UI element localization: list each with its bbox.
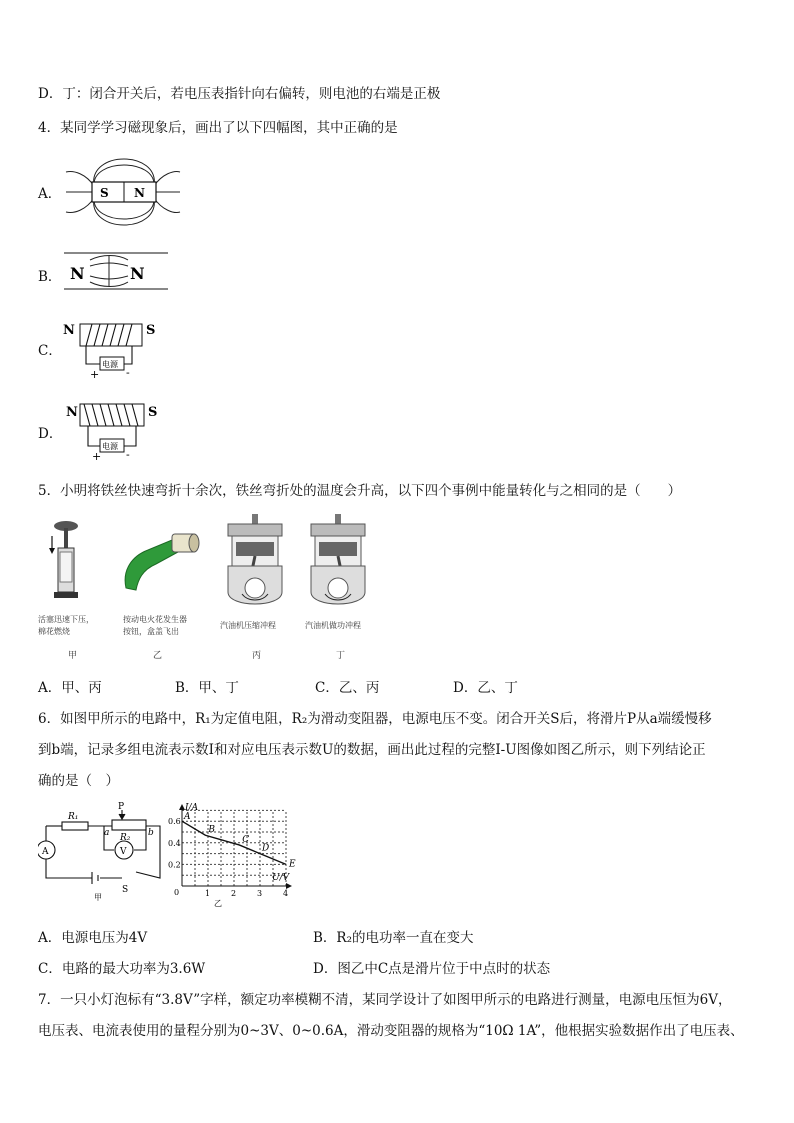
magnet-n-pole: N [134,186,145,200]
point-label-a: A [184,812,191,823]
origin-label: 0 [174,888,180,897]
ammeter-label: A [42,847,49,857]
y-tick-0.2: 0.2 [168,860,181,870]
spark-generator-figure [118,530,202,596]
q7-line-2: 电压表、电流表使用的量程分别为0~3V、0~0.6A，滑动变阻器的规格为“10Ω 1A”，他根据实验数据作出了电压表、 [38,1023,744,1039]
q6-line-1: 6．如图甲所示的电路中，R₁为定值电阻，R₂为滑动变阻器，电源电压不变。闭合开关S后，将滑片P从a端缓慢移 [38,711,712,727]
solenoid-d-figure [62,398,168,462]
fig-jia-label: 甲 [68,651,78,661]
fig-yi-caption-1: 按动电火花发生器 [123,615,187,624]
solenoid-d-s: S [148,405,158,420]
x-axis-label: U/V [272,873,290,883]
graph-yi-label: 乙 [214,899,222,908]
q4-option-a-label: A． [38,186,62,202]
magnet-b-right-n: N [130,264,145,283]
q6-option-b: B．R₂的电功率一直在变大 [313,930,474,946]
q4-option-b-label: B． [38,269,62,285]
y-axis-label: I/A [185,803,199,813]
q5-option-d: D．乙、丁 [453,680,518,696]
x-tick-1: 1 [205,889,211,898]
q6-line-2: 到b端，记录多组电流表示数I和对应电压表示数U的数据，画出此过程的完整I-U图像如图乙所示，则下列结论正 [38,742,706,758]
x-tick-3: 3 [257,889,263,898]
y-tick-0.6: 0.6 [168,817,181,827]
y-tick-0.4: 0.4 [168,838,181,848]
q6-circuit-figure [38,800,166,902]
switch-label: S [122,885,129,895]
q6-iv-graph [168,800,298,912]
q4-option-d-label: D． [38,426,63,442]
q3-option-d: D．丁：闭合开关后，若电压表指针向右偏转，则电池的右端是正极 [38,86,441,102]
fig-bing-caption: 汽油机压缩冲程 [220,621,276,630]
q6-option-c: C．电路的最大功率为3.6W [38,961,206,977]
r2-label: R₂ [120,833,131,843]
solenoid-c-figure [62,316,168,380]
q4-stem: 4．某同学学习磁现象后，画出了以下四幅图，其中正确的是 [38,120,398,136]
fig-ding-label: 丁 [336,651,346,661]
q5-option-c: C．乙、丙 [315,680,380,696]
q6-line-3: 确的是（ ） [38,773,119,789]
q5-stem: 5．小明将铁丝快速弯折十余次，铁丝弯折处的温度会升高，以下四个事例中能量转化与之相同的是（ ） [38,483,682,499]
q5-option-a: A．甲、丙 [38,680,102,696]
magnet-s-pole: S [100,186,109,200]
solenoid-d-plus: + [92,450,102,462]
power-stroke-figure [305,512,371,610]
magnet-b-left-n: N [70,264,85,283]
end-a-label: a [104,828,110,838]
point-label-c: C [242,834,250,845]
q4-option-c-label: C． [38,343,62,359]
q5-option-b: B．甲、丁 [175,680,239,696]
solenoid-c-plus: + [90,368,100,380]
fig-yi-caption-2: 按钮，盒盖飞出 [123,627,179,636]
fig-jia-caption-2: 棉花燃烧 [38,627,70,636]
q7-line-1: 7．一只小灯泡标有“3.8V”字样，额定功率模糊不清，某同学设计了如图甲所示的电路进行测量，电源电压恒为6V， [38,992,732,1008]
slider-p-label: P [118,802,125,812]
solenoid-c-n: N [63,323,75,338]
fig-bing-label: 丙 [252,651,262,661]
point-label-e: E [289,859,296,870]
solenoid-d-source: 电源 [102,442,118,451]
solenoid-c-minus: - [126,366,130,379]
voltmeter-label: V [120,847,127,857]
point-label-b: B [208,825,216,836]
x-tick-2: 2 [231,889,237,898]
piston-cotton-figure [40,518,90,606]
fig-jia-caption-1: 活塞迅速下压， [38,615,94,624]
point-label-d: D [262,843,270,854]
compression-stroke-figure [222,512,288,610]
solenoid-d-n: N [66,405,78,420]
bar-magnet-field-figure [64,156,182,228]
circuit-jia-label: 甲 [94,893,102,902]
fig-yi-label: 乙 [153,651,163,661]
end-b-label: b [148,828,154,838]
graph-grid [182,810,286,886]
q6-option-a: A．电源电压为4V [38,930,148,946]
solenoid-c-source: 电源 [102,360,118,369]
solenoid-d-minus: - [126,448,130,461]
q6-option-d: D．图乙中C点是滑片位于中点时的状态 [313,961,551,977]
x-tick-4: 4 [283,889,289,898]
two-n-magnets-figure [64,248,168,294]
solenoid-c-s: S [146,323,156,338]
r1-label: R₁ [68,812,79,822]
fig-ding-caption: 汽油机做功冲程 [305,621,361,630]
